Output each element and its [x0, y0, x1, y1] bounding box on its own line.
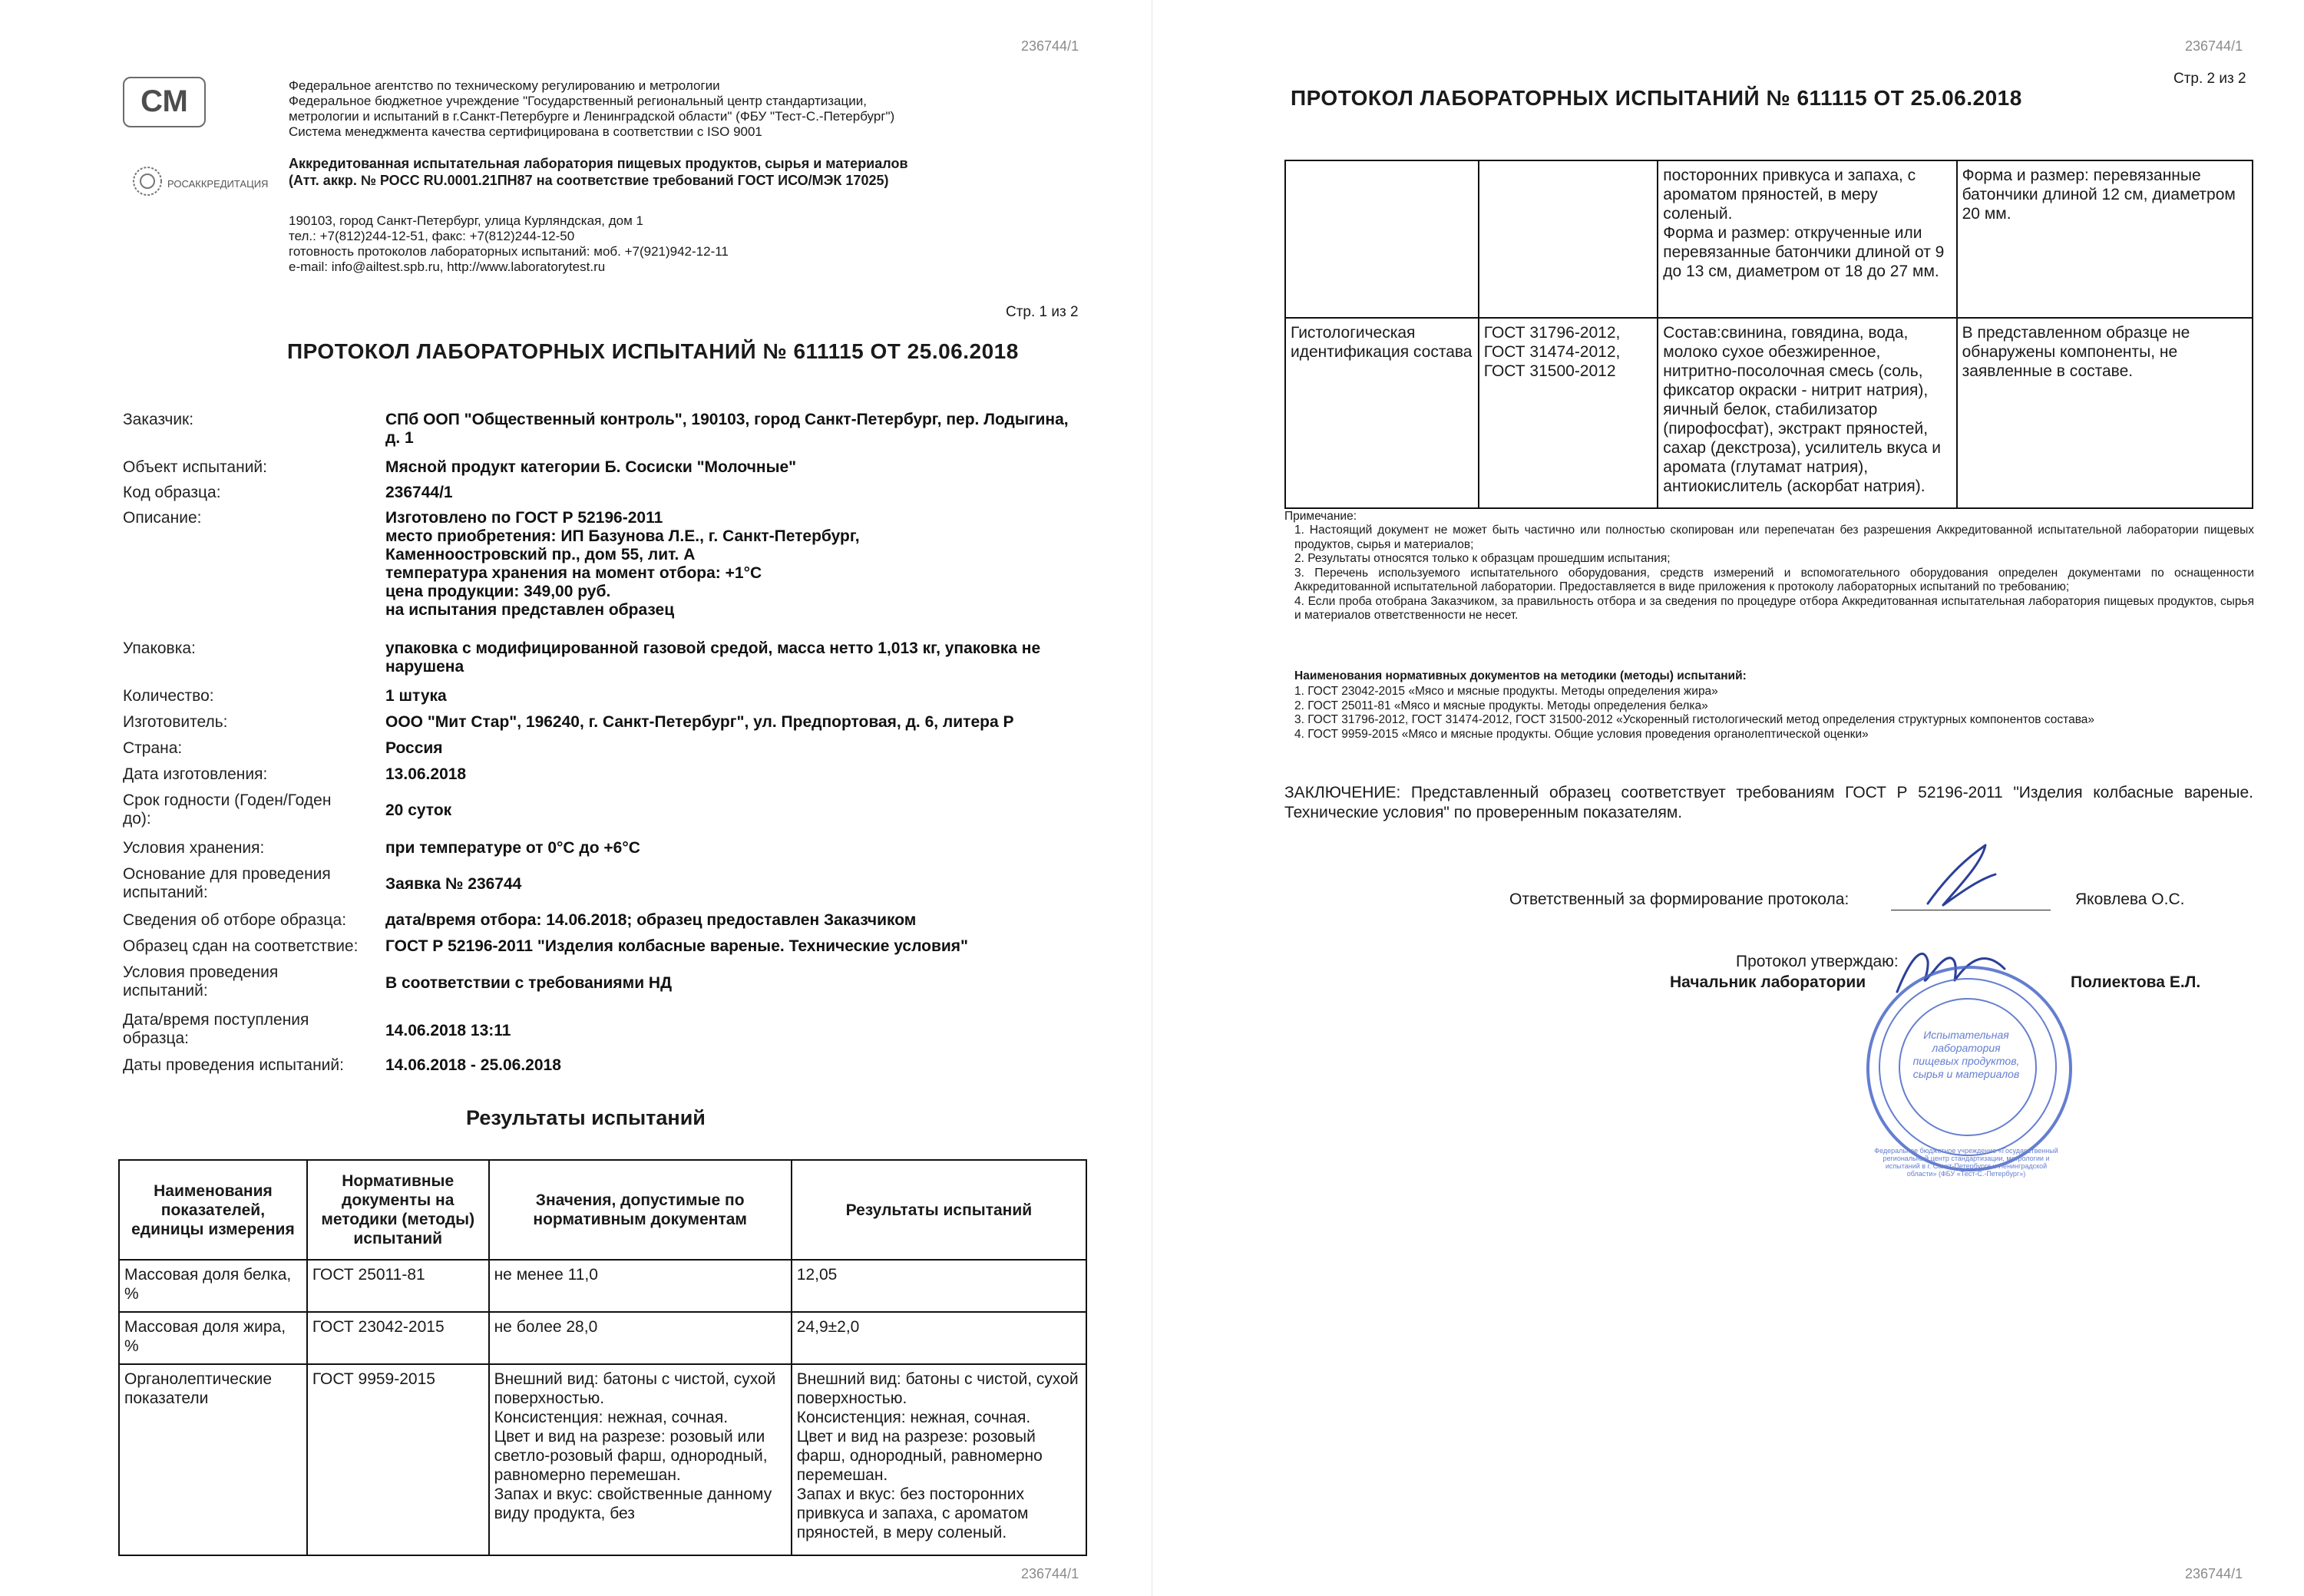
cell-norm: Состав:свинина, говядина, вода, молоко сухое обезжиренное, нитритно-посолочная смесь (соль, фиксатор окраски - нитрит натрия), яичный белок, стабилизатор (пирофосфат), экстракт пряностей, сахар (декстроза), усилитель вкуса и аромата (глутамат натрия), антиокислитель (аскорбат натрия). [1658, 318, 1956, 508]
page-number: Стр. 2 из 2 [2173, 71, 2246, 87]
field-value: 13.06.2018 [385, 765, 467, 783]
responsible-label: Ответственный за формирование протокола: [1509, 891, 1849, 908]
cell-norm: Внешний вид: батоны с чистой, сухой поверхностью. Консистенция: нежная, сочная. Цвет и вид на разрезе: розовый или светло-розовый фарш, однородный, равномерно перемешан. Запах и вкус: свойственные данному виду продукта, без [489, 1364, 792, 1555]
cell-norm: не менее 11,0 [489, 1260, 792, 1312]
field-value: 14.06.2018 - 25.06.2018 [385, 1056, 561, 1074]
cell-result: 24,9±2,0 [792, 1312, 1086, 1364]
field-label: Сведения об отборе образца: [123, 911, 347, 929]
sample-code-bottom: 236744/1 [2185, 1566, 2243, 1581]
field-label: Описание: [123, 509, 202, 527]
field-label: Количество: [123, 687, 214, 705]
cell-indicator: Массовая доля белка, % [119, 1260, 307, 1312]
cell-indicator [1285, 160, 1479, 318]
agency-header [289, 78, 1056, 140]
cell-result: 12,05 [792, 1260, 1086, 1312]
method-item: 2. ГОСТ 25011-81 «Мясо и мясные продукты. Методы определения белка» [1294, 699, 1708, 712]
stamp-ring-text: Федеральное бюджетное учреждение «Государственный региональный центр стандартизации, метрологии и испытаний в г. Санкт-Петербурге и Ленинградской области» (ФБУ «Тест-С.-Петербург») [1874, 1147, 2058, 1178]
field-label: Образец сдан на соответствие: [123, 937, 359, 955]
field-label: Заказчик: [123, 411, 194, 428]
table-row [119, 1260, 1086, 1312]
field-value: СПб ООП "Общественный контроль", 190103, город Санкт-Петербург, пер. Лодыгина, д. 1 [385, 411, 1069, 447]
note-item: 3. Перечень используемого испытательного оборудования, средств измерений и вспомогательного оборудования определен документами по оснащенности Аккредитованной испытательной лаборатории. Предоставляется в виде приложения к протоколу лабораторных испытаний по требованию; [1294, 566, 2254, 593]
address-line: тел.: +7(812)244-12-51, факс: +7(812)244-12-50 [289, 229, 575, 243]
conclusion: ЗАКЛЮЧЕНИЕ: Представленный образец соответствует требованиям ГОСТ Р 52196-2011 "Изделия колбасные вареные. Технические условия" по проверенным показателям. [1284, 784, 2253, 821]
csm-logo [123, 77, 206, 127]
page-number: Стр. 1 из 2 [1006, 304, 1079, 320]
csm-logo-text: СМ [140, 84, 188, 118]
header-line: Система менеджмента качества сертифицирована в соответствии с ISO 9001 [289, 124, 762, 139]
cell-norm: не более 28,0 [489, 1312, 792, 1364]
cell-indicator: Гистологическая идентификация состава [1285, 318, 1479, 508]
methods-title: Наименования нормативных документов на методики (методы) испытаний: [1294, 669, 1747, 682]
field-value: В соответствии с требованиями НД [385, 974, 673, 992]
rosaccreditation-text: РОСАККРЕДИТАЦИЯ [167, 178, 269, 190]
field-label: Изготовитель: [123, 713, 228, 731]
sample-code-corner: 236744/1 [2185, 38, 2243, 54]
field-value: 14.06.2018 13:11 [385, 1022, 511, 1039]
field-value: упаковка с модифицированной газовой средой, масса нетто 1,013 кг, упаковка не нарушена [385, 639, 1041, 676]
field-label: Дата/время поступления образца: [123, 1011, 309, 1047]
lab-line: (Атт. аккр. № РОСС RU.0001.21ПН87 на соответствие требований ГОСТ ИСО/МЭК 17025) [289, 173, 889, 188]
lab-header [289, 155, 1095, 189]
protocol-title: ПРОТОКОЛ ЛАБОРАТОРНЫХ ИСПЫТАНИЙ № 611115 ОТ 25.06.2018 [1291, 86, 2022, 110]
field-label: Упаковка: [123, 639, 196, 657]
field-label: Основание для проведения испытаний: [123, 865, 331, 901]
col-header-result: Результаты испытаний [792, 1160, 1086, 1260]
cell-method: ГОСТ 31796-2012, ГОСТ 31474-2012, ГОСТ 31500-2012 [1479, 318, 1658, 508]
methods-list [1294, 685, 2254, 742]
cell-method [1479, 160, 1658, 318]
header-line: метрологии и испытаний в г.Санкт-Петербурге и Ленинградской области" (ФБУ "Тест-С.-Петербург") [289, 109, 895, 124]
address-line: готовность протоколов лабораторных испытаний: моб. +7(921)942-12-11 [289, 244, 729, 259]
note-item: 1. Настоящий документ не может быть частично или полностью скопирован или перепечатан без разрешения Аккредитованной испытательной лаборатории пищевых продуктов, сырья и материалов; [1294, 524, 2254, 551]
field-label: Страна: [123, 739, 183, 757]
field-value: Заявка № 236744 [385, 875, 522, 893]
field-value: 236744/1 [385, 484, 453, 501]
responsible-signature-icon [1897, 841, 2020, 910]
table-row [1285, 160, 2253, 318]
table-row [119, 1364, 1086, 1555]
results-table [118, 1159, 1087, 1556]
sample-code-corner: 236744/1 [1021, 38, 1079, 54]
cell-method: ГОСТ 23042-2015 [307, 1312, 489, 1364]
note-title: Примечание: [1284, 510, 1357, 523]
field-value: Изготовлено по ГОСТ Р 52196-2011 место приобретения: ИП Базунова Л.Е., г. Санкт-Петербург, Каменноостровский пр., дом 55, лит. А температура хранения на момент отбора: +1°С цена продукции: 349,00 руб. на испытания представлен образец [385, 509, 860, 619]
results-table-continued [1284, 160, 2253, 509]
field-value: дата/время отбора: 14.06.2018; образец предоставлен Заказчиком [385, 911, 917, 929]
approve-label: Протокол утверждаю: [1736, 953, 1899, 970]
field-label: Срок годности (Годен/Годен до): [123, 791, 332, 828]
responsible-name: Яковлева О.С. [2075, 891, 2185, 908]
address-line: 190103, город Санкт-Петербург, улица Курляндская, дом 1 [289, 213, 643, 228]
col-header-indicator: Наименования показателей, единицы измерения [119, 1160, 307, 1260]
cell-indicator: Органолептические показатели [119, 1364, 307, 1555]
note-item: 2. Результаты относятся только к образцам прошедшим испытания; [1294, 552, 1671, 565]
protocol-title: ПРОТОКОЛ ЛАБОРАТОРНЫХ ИСПЫТАНИЙ № 611115 ОТ 25.06.2018 [287, 339, 1019, 363]
cell-indicator: Массовая доля жира, % [119, 1312, 307, 1364]
method-item: 4. ГОСТ 9959-2015 «Мясо и мясные продукты. Общие условия проведения органолептической оценки» [1294, 727, 1869, 741]
field-value: 1 штука [385, 687, 447, 705]
col-header-norm: Значения, допустимые по нормативным документам [489, 1160, 792, 1260]
rosaccreditation-logo [124, 158, 269, 204]
field-label: Код образца: [123, 484, 221, 501]
note-item: 4. Если проба отобрана Заказчиком, за правильность отбора и за сведения по процедуре отбора Аккредитованная испытательная лаборатория пищевых продуктов, сырья и материалов ответственности не несет. [1294, 594, 2254, 622]
cell-norm: посторонних привкуса и запаха, с ароматом пряностей, в меру соленый. Форма и размер: открученные или перевязанные батончики длиной от 9 до 13 см, диаметром от 18 до 27 мм. [1658, 160, 1956, 318]
field-label: Даты проведения испытаний: [123, 1056, 344, 1074]
cell-result: Форма и размер: перевязанные батончики длиной 12 см, диаметром 20 мм. [1957, 160, 2253, 318]
field-value: Мясной продукт категории Б. Сосиски "Молочные" [385, 458, 797, 476]
sample-code-bottom: 236744/1 [1021, 1566, 1079, 1581]
header-line: Федеральное агентство по техническому регулированию и метрологии [289, 78, 720, 93]
field-value: Россия [385, 739, 443, 757]
field-label: Условия проведения испытаний: [123, 963, 279, 1000]
lab-address [289, 213, 1056, 275]
cell-result: Внешний вид: батоны с чистой, сухой поверхностью. Консистенция: нежная, сочная. Цвет и вид на разрезе: розовый фарш, однородный, равномерно перемешан. Запах и вкус: без посторонних привкуса и запаха, с ароматом пряностей, в меру соленый. [792, 1364, 1086, 1555]
cell-method: ГОСТ 9959-2015 [307, 1364, 489, 1555]
head-label: Начальник лаборатории [1670, 973, 1866, 991]
lab-line: Аккредитованная испытательная лаборатория пищевых продуктов, сырья и материалов [289, 156, 908, 171]
field-value: 20 суток [385, 801, 452, 819]
field-label: Объект испытаний: [123, 458, 267, 476]
table-header-row [119, 1160, 1086, 1260]
head-name: Полиектова Е.Л. [2071, 973, 2201, 991]
protocol-page-2 [1152, 0, 2304, 1596]
results-title: Результаты испытаний [466, 1106, 706, 1129]
accreditation-emblem-icon [131, 164, 164, 198]
field-value: ООО "Мит Стар", 196240, г. Санкт-Петербург", ул. Предпортовая, д. 6, литера Р [385, 713, 1014, 731]
table-row [119, 1312, 1086, 1364]
lab-stamp [1866, 966, 2072, 1178]
address-line: e-mail: info@ailtest.spb.ru, http://www.laboratorytest.ru [289, 259, 606, 274]
method-item: 1. ГОСТ 23042-2015 «Мясо и мясные продукты. Методы определения жира» [1294, 685, 1718, 698]
method-item: 3. ГОСТ 31796-2012, ГОСТ 31474-2012, ГОСТ 31500-2012 «Ускоренный гистологический метод определения структурных компонентов состава» [1294, 713, 2094, 726]
cell-method: ГОСТ 25011-81 [307, 1260, 489, 1312]
field-label: Условия хранения: [123, 839, 265, 857]
field-value: ГОСТ Р 52196-2011 "Изделия колбасные вареные. Технические условия" [385, 937, 968, 955]
stamp-center-text: Испытательная лаборатория пищевых продуктов, сырья и материалов [1912, 1029, 2020, 1080]
table-row [1285, 318, 2253, 508]
field-value: при температуре от 0°С до +6°С [385, 839, 640, 857]
cell-result: В представленном образце не обнаружены компоненты, не заявленные в составе. [1957, 318, 2253, 508]
header-line: Федеральное бюджетное учреждение "Государственный региональный центр стандартизации, [289, 94, 867, 108]
field-label: Дата изготовления: [123, 765, 268, 783]
col-header-method: Нормативные документы на методики (методы) испытаний [307, 1160, 489, 1260]
notes-list [1294, 524, 2254, 623]
